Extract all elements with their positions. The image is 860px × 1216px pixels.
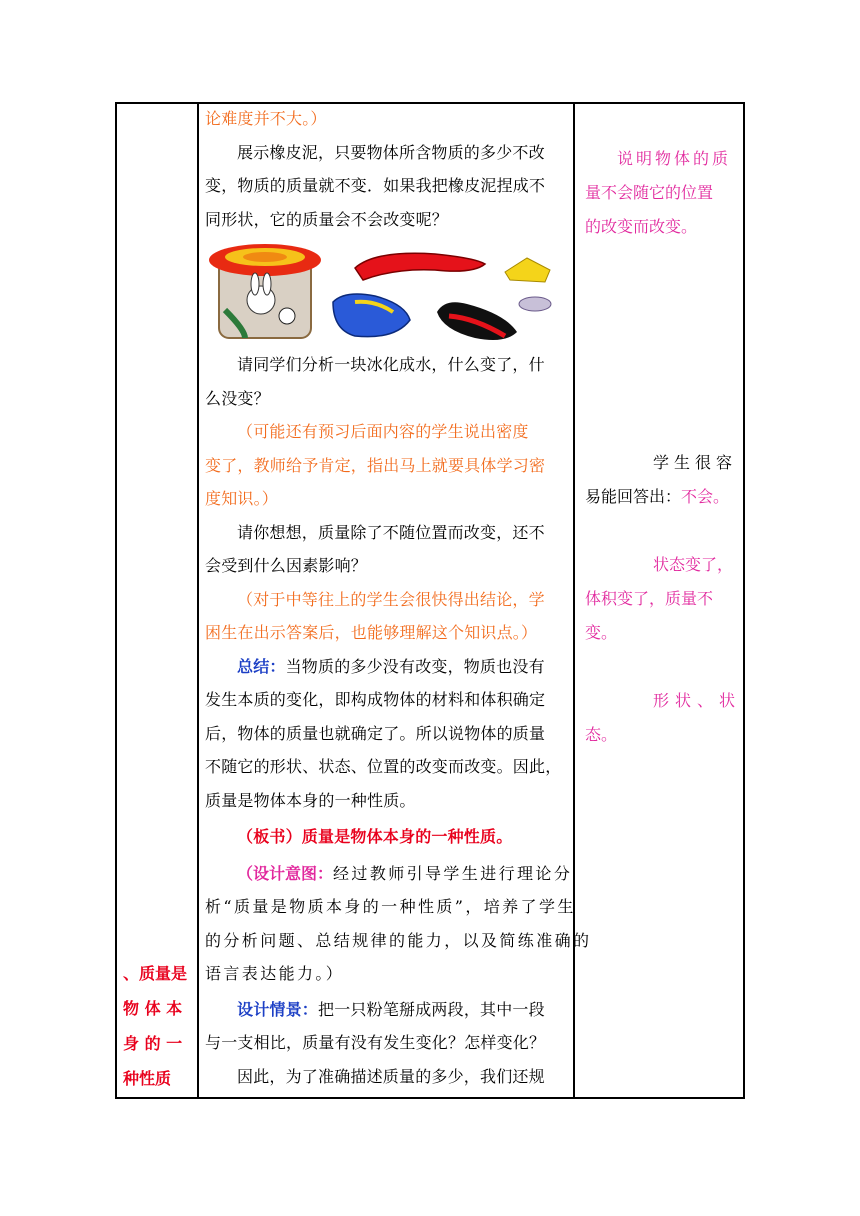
- note-line: 态。: [585, 725, 618, 744]
- board-note: （板书）质量是物体本身的一种性质。: [237, 827, 513, 846]
- plasticine-shapes-illustration: [205, 240, 565, 346]
- text-line: 因此，为了准确描述质量的多少，我们还规: [237, 1066, 545, 1086]
- summary-label: 总结：: [237, 656, 286, 676]
- text-line: 变了，教师给予肯定，指出马上就要具体学习密: [205, 455, 546, 475]
- text-line: 与一支相比，质量有没有发生变化？怎样变化？: [205, 1033, 546, 1052]
- section-title: 、质量是 物 体 本 身 的 一 种性质: [123, 964, 188, 1088]
- section-column: [117, 104, 197, 1097]
- note-line: 形状、状: [653, 691, 742, 710]
- text-line: （对于中等往上的学生会很快得出结论，学: [237, 589, 545, 609]
- text-line: 质量是物体本身的一种性质。: [205, 790, 416, 810]
- student-activity-column: [583, 104, 743, 1097]
- text-line: 么没变？: [205, 388, 270, 408]
- note-line: 状态变了，: [653, 555, 734, 574]
- text-line: 同形状，它的质量会不会改变呢？: [205, 209, 449, 229]
- text-line: 语言表达能力。）: [205, 964, 345, 983]
- text-line: 论难度并不大。）: [205, 109, 327, 128]
- note-line: 体积变了，质量不: [585, 589, 714, 608]
- note-line: 变。: [585, 623, 618, 642]
- teaching-content-column: [205, 104, 592, 1093]
- design-intent-label: （设计意图：: [237, 863, 334, 883]
- text-line: 发生本质的变化，即构成物体的材料和体积确定: [205, 690, 546, 709]
- lesson-table: [115, 102, 745, 1099]
- column-divider: [197, 104, 199, 1097]
- design-scenario-label: 设计情景：: [237, 999, 319, 1019]
- text-line: 展示橡皮泥，只要物体所含物质的多少不改: [237, 142, 545, 162]
- text-line: 度知识。）: [205, 489, 279, 508]
- text-line: 请同学们分析一块冰化成水，什么变了，什: [237, 355, 545, 374]
- note-line: 易能回答出：不会。: [585, 487, 730, 506]
- text-line: 总结：当物质的多少没有改变，物质也没有: [237, 656, 545, 676]
- text-line: 设计情景：把一只粉笔掰成两段，其中一段: [237, 999, 545, 1019]
- text-line: 不随它的形状、状态、位置的改变而改变。因此，: [205, 757, 562, 776]
- text-line: 请你想想，质量除了不随位置而改变，还不: [237, 522, 545, 542]
- text-line: 变，物质的质量就不变．如果我把橡皮泥捏成不: [205, 176, 546, 195]
- note-line: 量不会随它的位置: [585, 183, 714, 202]
- text-line: 会受到什么因素影响？: [205, 556, 368, 575]
- text-line: 后，物体的质量也就确定了。所以说物体的质量: [205, 723, 546, 743]
- note-line: 说明物体的质: [617, 149, 732, 168]
- text-line: 困生在出示答案后，也能够理解这个知识点。）: [205, 623, 538, 642]
- note-line: 的改变而改变。: [585, 217, 698, 236]
- text-line: （可能还有预习后面内容的学生说出密度: [237, 422, 529, 441]
- text-line: （设计意图：经过教师引导学生进行理论分: [237, 863, 573, 883]
- text-line: 析“质量是物质本身的一种性质”，培养了学生: [205, 897, 576, 916]
- plasticine-photo: [205, 240, 577, 346]
- note-line: 学生很容: [653, 453, 738, 472]
- text-line: 的分析问题、总结规律的能力，以及简练准确的: [205, 930, 592, 950]
